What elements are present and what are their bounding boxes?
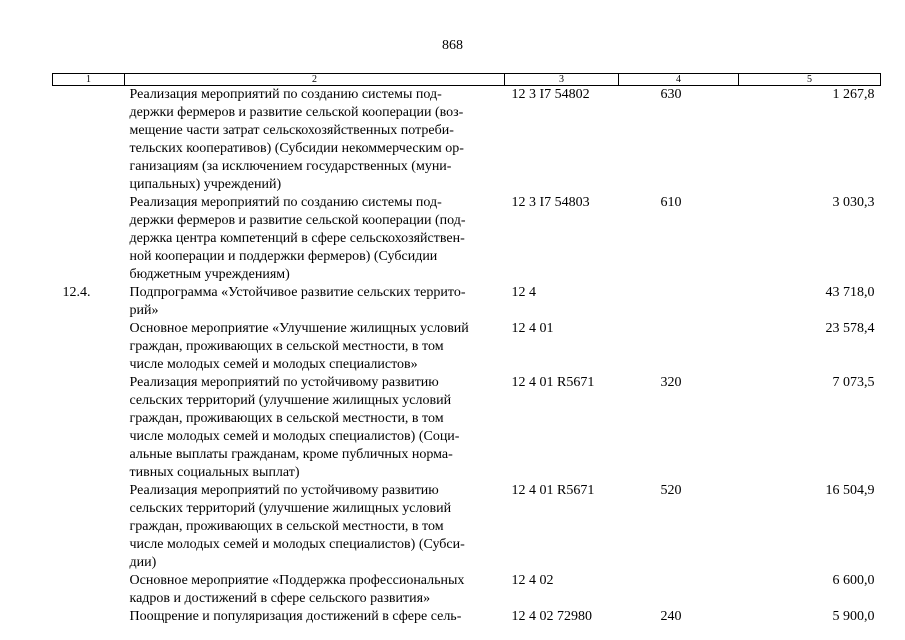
row-name: Реализация мероприятий по устойчивому развитию сельских территорий (улучшение жилищных условий граждан, проживающих в сельской местности, в том числе молодых семей и молодых специалистов) (Соци- альные выплаты гражданам, кроме публичных норма- тивных социальных выплат)	[129, 375, 460, 480]
column-header-3: 3	[505, 74, 619, 86]
row-expense-type	[619, 320, 739, 374]
row-expense-type: 320	[660, 375, 682, 390]
row-number	[53, 86, 125, 195]
column-header-5: 5	[739, 74, 881, 86]
row-name: Основное мероприятие «Улучшение жилищных условий граждан, проживающих в сельской местности, в том числе молодых семей и молодых специалистов»	[129, 321, 469, 372]
page-number: 868	[442, 38, 463, 53]
row-expense-type: 520	[660, 483, 682, 498]
row-code: 12 4 01	[511, 321, 554, 336]
table-row	[53, 320, 881, 374]
table-row	[53, 194, 881, 284]
row-name: Реализация мероприятий по созданию системы под- держки фермеров и развитие сельской кооперации (под- держка центра компетенций в сфере сельскохозяйствен- ной кооперации и поддержки фермеров) (Субсидии бюджетным учреждениям)	[129, 195, 466, 282]
row-number	[53, 320, 125, 374]
row-code: 12 4 01 R5671	[511, 375, 595, 390]
row-number	[53, 374, 125, 482]
table-row	[53, 284, 881, 320]
row-expense-type: 630	[660, 87, 682, 102]
row-code: 12 3 I7 54803	[511, 195, 590, 210]
table-row	[53, 608, 881, 626]
table-row	[53, 374, 881, 482]
row-amount: 7 073,5	[832, 375, 875, 390]
column-header-2: 2	[125, 74, 505, 86]
row-number	[53, 482, 125, 572]
row-code: 12 4 02	[511, 573, 554, 588]
row-number	[53, 608, 125, 626]
column-header-1: 1	[53, 74, 125, 86]
row-number	[53, 572, 125, 608]
row-amount: 6 600,0	[832, 573, 875, 588]
row-expense-type	[619, 284, 739, 320]
row-code: 12 4 02 72980	[511, 609, 592, 624]
row-amount: 3 030,3	[832, 195, 875, 210]
row-amount: 16 504,9	[825, 483, 875, 498]
table-row	[53, 572, 881, 608]
row-amount: 1 267,8	[832, 87, 875, 102]
table-row	[53, 86, 881, 195]
row-expense-type: 610	[660, 195, 682, 210]
row-expense-type: 240	[660, 609, 682, 624]
row-number	[53, 194, 125, 284]
row-name: Основное мероприятие «Поддержка профессиональных кадров и достижений в сфере сельского развития»	[129, 573, 465, 606]
row-amount: 5 900,0	[832, 609, 875, 624]
row-amount: 43 718,0	[825, 285, 875, 300]
header-row	[53, 74, 881, 86]
row-name: Реализация мероприятий по устойчивому развитию сельских территорий (улучшение жилищных условий граждан, проживающих в сельской местности, в том числе молодых семей и молодых специалистов) (Субси- дии)	[129, 483, 465, 570]
column-header-4: 4	[619, 74, 739, 86]
row-name: Реализация мероприятий по созданию системы под- держки фермеров и развитие сельской кооперации (воз- мещение части затрат сельскохозяйственных потреби- тельских кооперативов) (Субсидии некоммерческим ор- ганизациям (за исключением государственных (муни- ципальных) учреждений)	[129, 87, 464, 192]
row-number: 12.4.	[62, 285, 91, 300]
row-code: 12 3 I7 54802	[511, 87, 590, 102]
row-expense-type	[619, 572, 739, 608]
budget-table	[52, 73, 881, 626]
row-name: Подпрограмма «Устойчивое развитие сельских террито- рий»	[129, 285, 466, 318]
row-code: 12 4 01 R5671	[511, 483, 595, 498]
row-amount: 23 578,4	[825, 321, 875, 336]
row-name: Поощрение и популяризация достижений в сфере сель-	[129, 609, 462, 624]
table-row	[53, 482, 881, 572]
row-code: 12 4	[511, 285, 536, 300]
